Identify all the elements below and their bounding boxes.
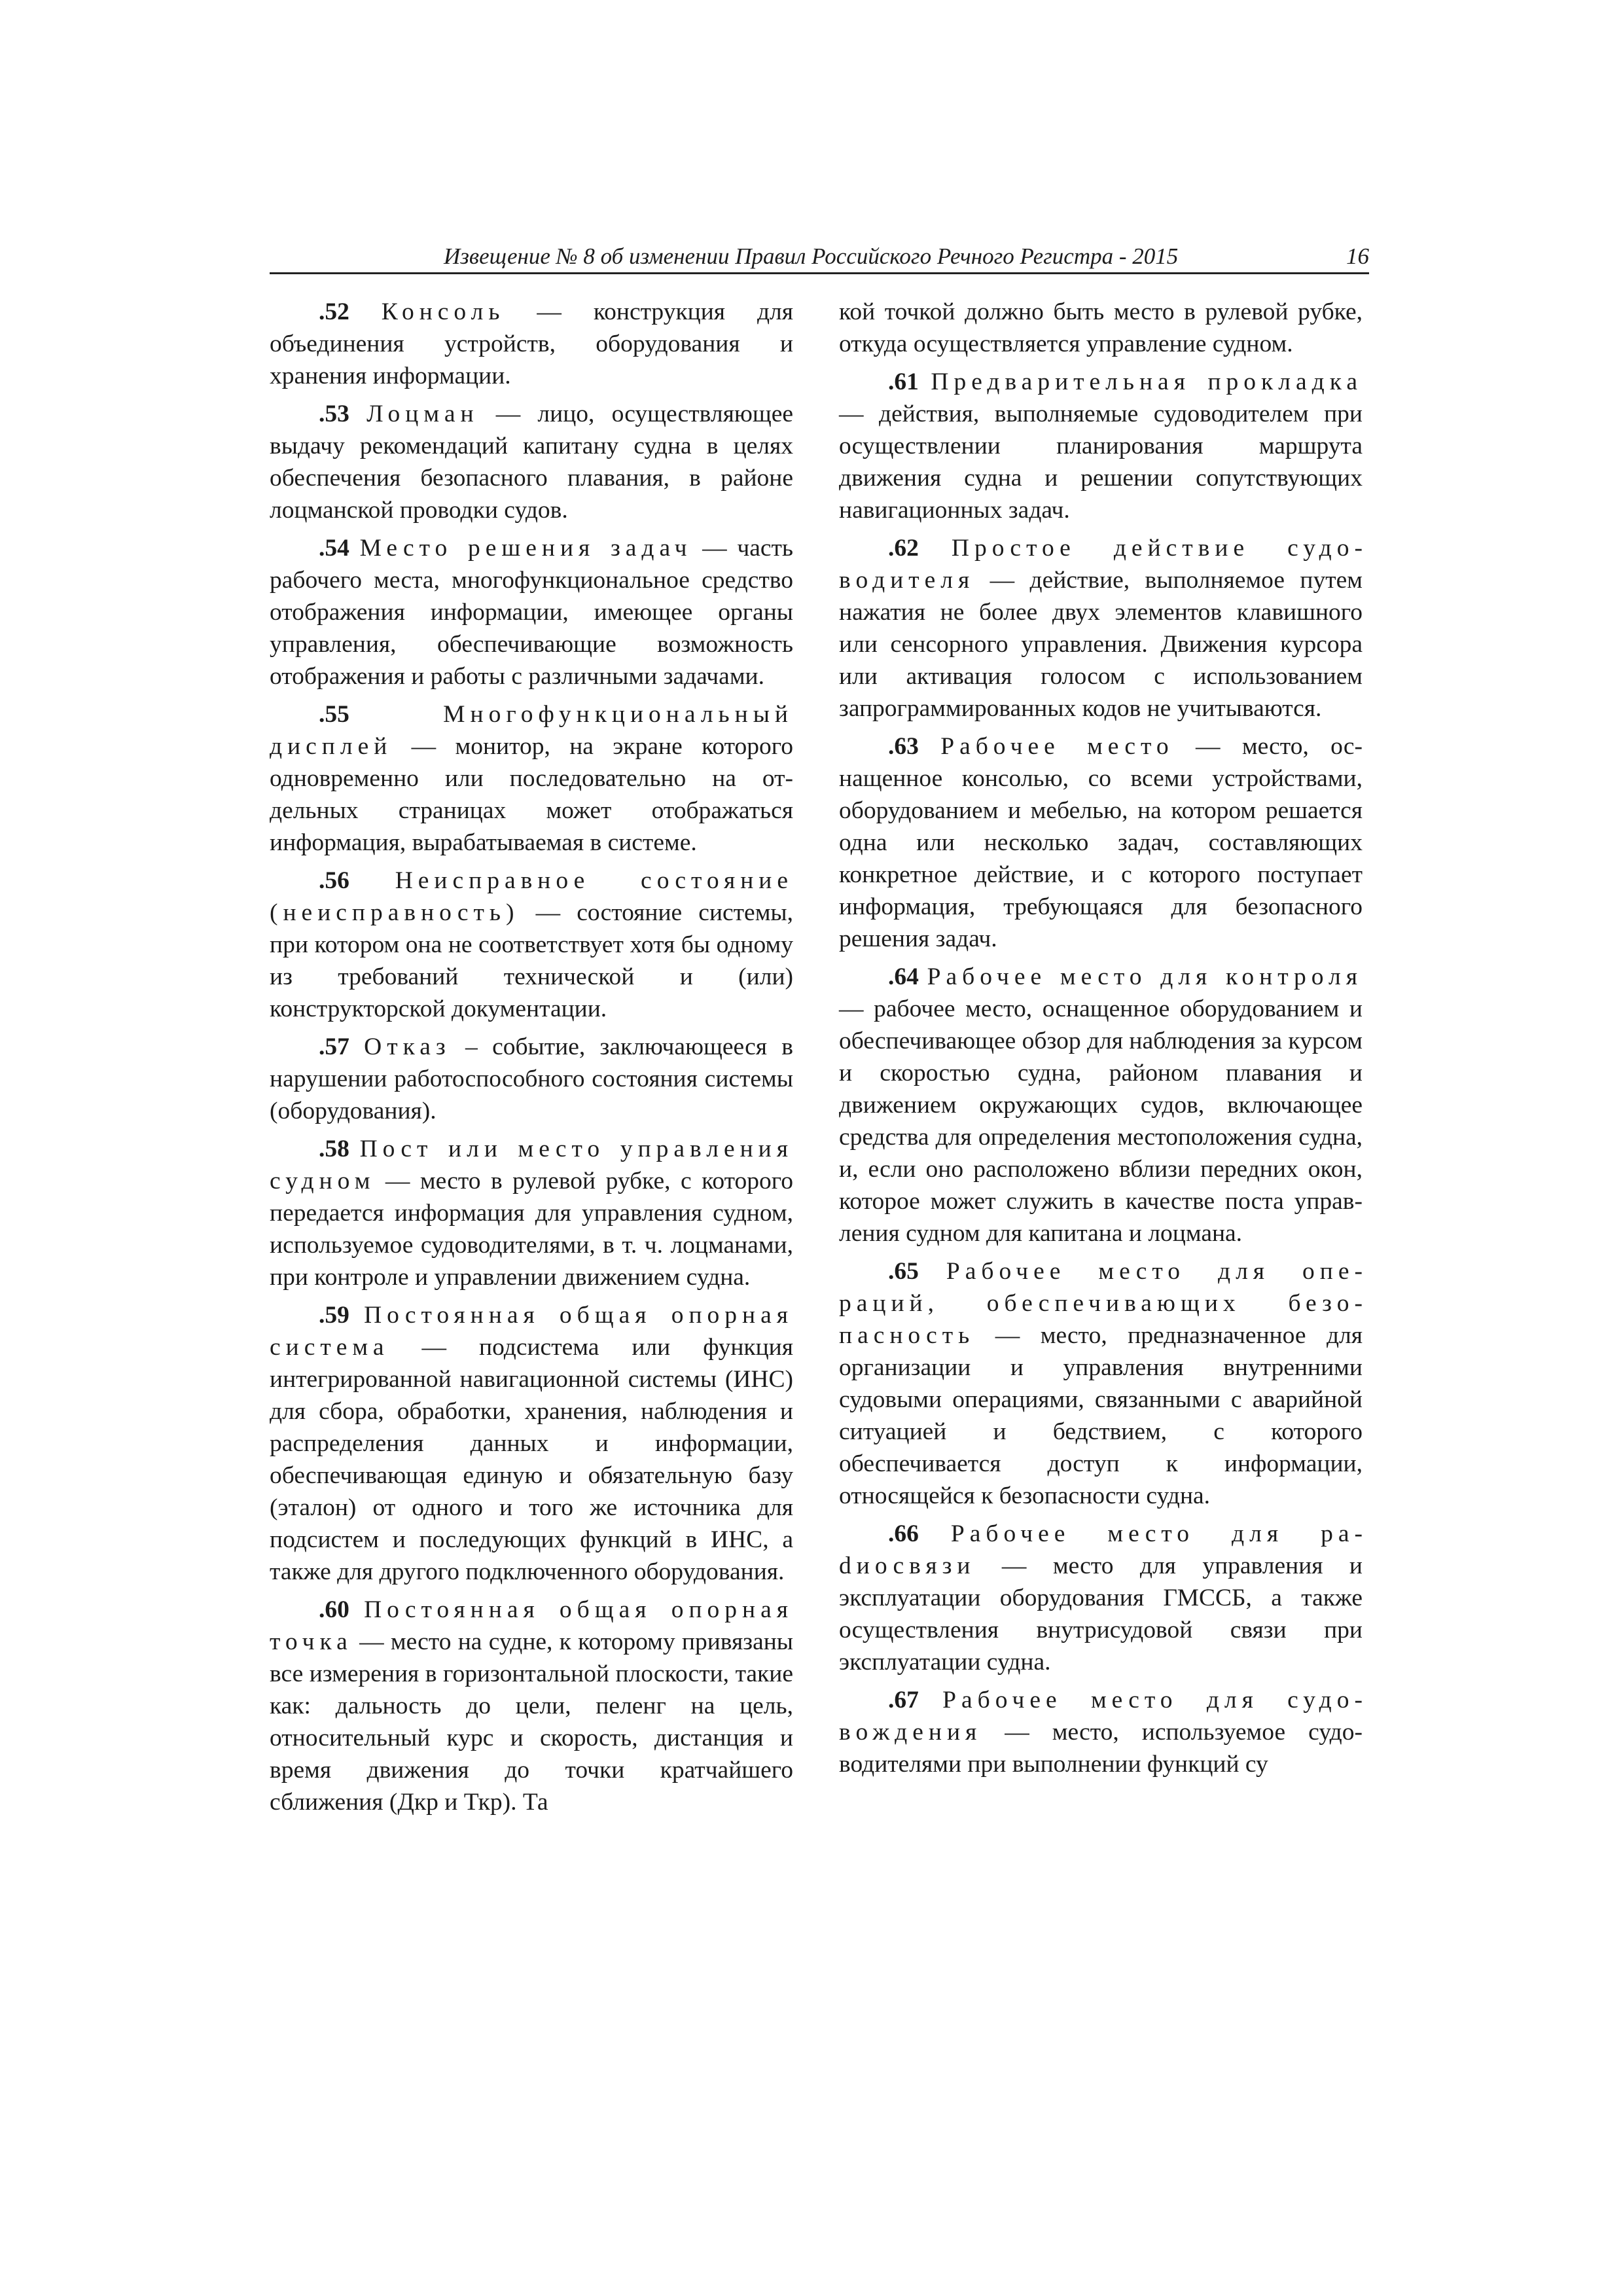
- definition-text: — часть рабочего места, многофункциональное средство отображения информации, имеющее органы управления, обеспечивающие возможность отображения и работы с различными задачами.: [270, 535, 794, 690]
- definition-entry: [270, 532, 793, 692]
- definition-text: — действия, выполняемые судоводителем при осуществлении планирования маршрута движения судна и решении сопутствующих навигационных задач.: [839, 401, 1363, 524]
- definition-entry: [270, 865, 793, 1025]
- page-number: 16: [1346, 243, 1369, 269]
- clause-number: .67: [888, 1687, 919, 1713]
- definition-text: — место, оснащенное консолью, со всеми устройствами, оборудованием и мебелью, на котором решается одна или несколько задач, составляющих конкретное действие, и с которого поступает информация, требующаяся для безопасного решения задач.: [839, 733, 1363, 952]
- clause-number: .53: [319, 401, 349, 427]
- definition-entry: [839, 366, 1363, 526]
- clause-number: .63: [888, 733, 919, 760]
- clause-number: .58: [319, 1136, 349, 1162]
- clause-number: .60: [319, 1596, 349, 1623]
- defined-term: Рабочее место для судовождения: [839, 1687, 1363, 1746]
- defined-term: Рабочее место для раdиосвязи: [839, 1520, 1363, 1579]
- definition-text: — подсистема или функция интегрированной навигационной системы (ИНС) для сбора, обработки, хранения, наблюдения и распределения данных и информации, обеспечивающая единую и обязательную базу (эталон) от одного и того же источника для подсистем и последующих функций в ИНС, а также для другого подключенного оборудования.: [270, 1334, 793, 1585]
- definition-text: — монитор, на экране которого одновременно или последовательно на отдельных страницах может отображаться информация, вырабатываемая в системе.: [270, 733, 793, 856]
- definition-entry: [270, 398, 793, 526]
- header-title: Извещение № 8 об изменении Правил Российского Речного Регистра - 2015: [444, 243, 1179, 269]
- clause-number: .56: [319, 867, 349, 894]
- defined-term: Постоянная общая опорная система: [270, 1302, 794, 1361]
- definition-entry: [839, 1518, 1363, 1678]
- defined-term: Консоль: [381, 298, 505, 325]
- defined-term: Постоянная общая опорная точка: [270, 1596, 794, 1655]
- definition-entry: [270, 1299, 793, 1588]
- definition-text: — место для управления и эксплуатации оборудования ГМССБ, а также осуществления внутрисудовой связи при эксплуатации судна.: [839, 1552, 1363, 1676]
- definition-continuation: [839, 296, 1363, 360]
- definition-text: — место в рулевой рубке, с которого передается информация для управления судном, используемое судоводителями, в т. ч. лоцманами, при контроле и управлении движением судна.: [270, 1168, 793, 1291]
- defined-term: Пост или место управления судном: [270, 1136, 794, 1194]
- definition-entry: [839, 1684, 1363, 1780]
- right-column: [839, 296, 1363, 1786]
- definition-text: — место, предназначенное для организации и управления внутренними судовыми операциями, связанными с аварийной ситуацией и бедствием, с которого обеспечивается доступ к информации, относящейся к безопасности судна.: [839, 1322, 1363, 1509]
- left-column: [270, 296, 793, 1824]
- defined-term: Рабочее место: [940, 733, 1174, 760]
- defined-term: Многофункциональный дисплей: [270, 701, 793, 760]
- clause-number: .59: [319, 1302, 349, 1329]
- clause-number: .62: [888, 535, 919, 562]
- clause-number: .55: [319, 701, 349, 728]
- definition-entry: [270, 1133, 793, 1293]
- definition-text: кой точкой должно быть место в рулевой рубке, откуда осуществляется управление судном.: [839, 298, 1363, 357]
- definition-text: — состояние системы, при котором она не соответствует хотя бы одному из требований технической и (или) конструкторской документации.: [270, 899, 793, 1022]
- definition-entry: [839, 1255, 1363, 1512]
- definition-entry: [839, 961, 1363, 1249]
- clause-number: .54: [319, 535, 349, 562]
- definition-entry: [839, 730, 1363, 955]
- defined-term: Предварительная прокладка: [931, 368, 1363, 395]
- defined-term: Лоцман: [366, 401, 479, 427]
- definition-entry: [270, 296, 793, 392]
- definition-entry: [839, 532, 1363, 725]
- definition-text: — конструкция для объединения устройств, оборудования и хранения информации.: [270, 298, 794, 389]
- definition-text: — место на судне, к которому привязаны все измерения в горизонтальной плоскости, такие как: дальность до цели, пеленг на цель, относительный курс и скорость, дистанция и время движения до точки кратчайшего сближения (Дкр и Ткр). Та: [270, 1628, 793, 1816]
- clause-number: .66: [888, 1520, 919, 1547]
- defined-term: Рабочее место для контроля: [927, 963, 1363, 990]
- definition-text: – событие, заключающееся в нарушении работоспособного состояния системы (оборудования).: [270, 1033, 794, 1124]
- defined-term: Рабочее место для операций, обеспечивающих безопасность: [839, 1258, 1363, 1349]
- definition-entry: [270, 1031, 793, 1127]
- clause-number: .65: [888, 1258, 919, 1285]
- definition-entry: [270, 1594, 793, 1818]
- defined-term: Простое действие судоводителя: [839, 535, 1363, 594]
- defined-term: Отказ: [364, 1033, 451, 1060]
- definition-entry: [270, 698, 793, 859]
- definition-text: — рабочее место, оснащенное оборудованием и обеспечивающее обзор для наблюдения за курсом и скоростью судна, районом плавания и движением окружающих судов, включающее средства для определения местоположения судна, и, если оно расположено вблизи передних окон, которое может служить в качестве поста управления судном для капитана и лоцмана.: [839, 996, 1363, 1247]
- definition-text: — действие, выполняемое путем нажатия не более двух элементов клавишного или сенсорного управления. Движения курсора или активация голосом с использованием запрограммированных кодов не учитываются.: [839, 567, 1363, 722]
- clause-number: .57: [319, 1033, 349, 1060]
- defined-term: Неисправное состояние (неисправность): [270, 867, 793, 926]
- running-header: [270, 240, 1369, 274]
- definition-text: — место, используемое судоводителями при выполнении функций су: [839, 1719, 1363, 1778]
- defined-term: Место решения задач: [359, 535, 692, 562]
- clause-number: .52: [319, 298, 349, 325]
- clause-number: .64: [888, 963, 919, 990]
- definition-text: — лицо, осуществляющее выдачу рекомендаций капитану судна в целях обеспечения безопасного плавания, в районе лоцманской проводки судов.: [270, 401, 794, 524]
- clause-number: .61: [888, 368, 919, 395]
